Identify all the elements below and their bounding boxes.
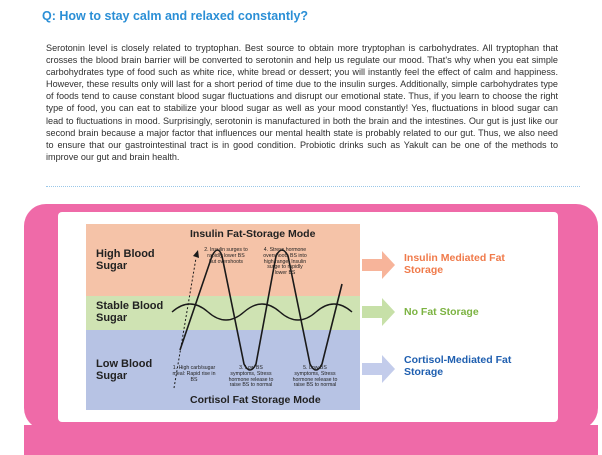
high-sugar-label: High Blood Sugar xyxy=(96,248,155,272)
body-paragraph: Serotonin level is closely related to tryptophan. Best source to obtain more tryptophan is carbohydrates. All tryptophan that crosses the blood brain barrier will be converted to serotonin and help us regulate our mood. That's why when you eat simple carbohydrates type of food such as white rice, white bread or dessert; you will instantly feel the effect of calm and happiness. However, these results only will last for a short period of time due to the insulin surges. Additionally, simple carbohydrates type of foods tend to cause constant blood sugar fluctuations and disrupt our emotional state. Thus, if you learn to choose the right type of food, you can eat to stabilize your blood sugar as well as your mood constantly! Yes, fluctuations in blood sugar can lead to fluctuations in mood. Surprisingly, serotonin is manufactured in both the brain and the intestines. Our gut is just like our second brain because a major factor that influences our mental health state is probably related to our gut. Thus, we also need to ensure that our gastrointestinal tract is in good condition. Probiotic drinks such as Yakult can be one of the methods to improve our gut and brain health. xyxy=(46,43,558,162)
cortisol-mode-title: Cortisol Fat Storage Mode xyxy=(190,394,321,406)
no-fat-storage-label: No Fat Storage xyxy=(404,306,479,318)
note-5: 5. Low BS symptoms, Stress hormone release to raise BS to normal xyxy=(292,365,338,389)
cortisol-fat-storage-label: Cortisol-Mediated Fat Storage xyxy=(404,354,512,378)
high-outcome-arrow xyxy=(362,250,396,280)
low-outcome-arrow xyxy=(362,354,396,384)
stable-sugar-label: Stable Blood Sugar xyxy=(96,300,164,324)
stable-outcome-arrow xyxy=(362,297,396,327)
note-3: 3. Low BS symptoms, Stress hormone release to raise BS to normal xyxy=(228,365,274,389)
note-1: 1. High carb/sugar meal: Rapid rise in BS xyxy=(172,365,216,383)
insulin-fat-storage-label: Insulin Mediated Fat Storage xyxy=(404,252,505,276)
insulin-mode-title: Insulin Fat-Storage Mode xyxy=(190,228,316,240)
note-2: 2. Insulin surges to rapidly lower BS but overshoots xyxy=(204,247,248,265)
question-title: Q: How to stay calm and relaxed constantly? xyxy=(42,9,309,23)
note-4: 4. Stress hormone overshoots BS into high range. Insulin surge to rapidly lower BS xyxy=(263,247,307,277)
low-sugar-label: Low Blood Sugar xyxy=(96,358,153,382)
